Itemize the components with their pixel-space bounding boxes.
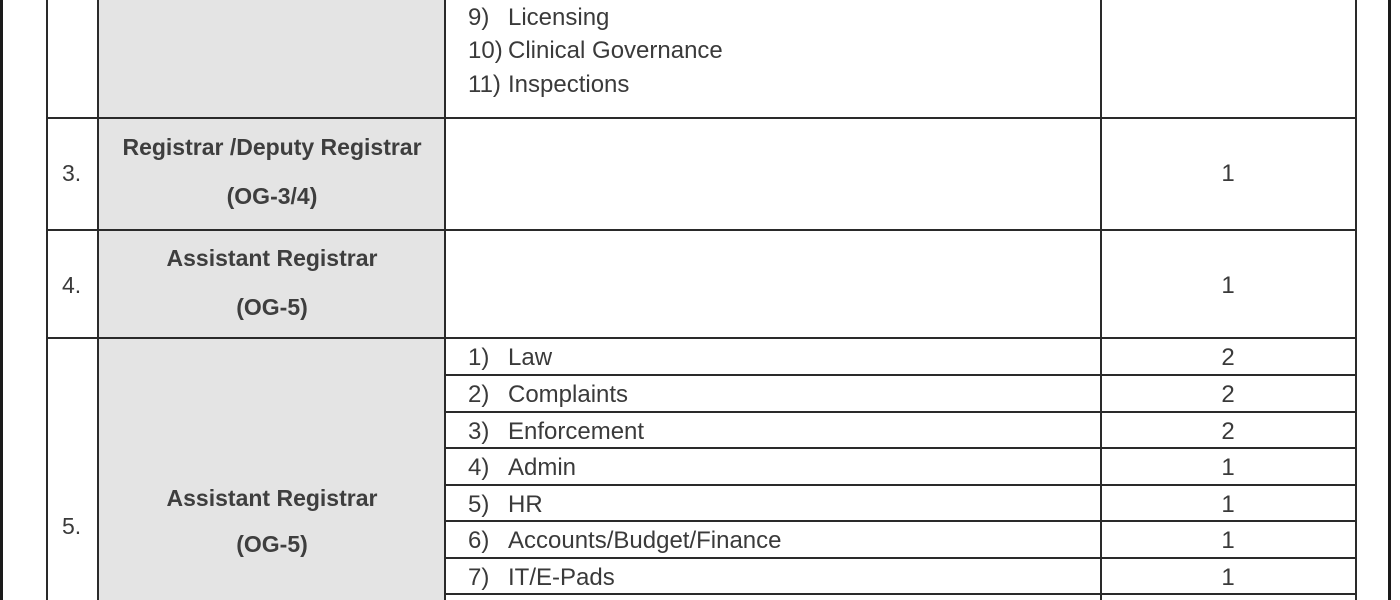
role-title: Registrar /Deputy Registrar xyxy=(122,134,422,160)
subrow-divider xyxy=(444,447,1357,449)
item-label: Licensing xyxy=(508,4,610,31)
item-number: 7) xyxy=(468,564,490,591)
item-number: 11) xyxy=(468,71,501,98)
item-label: Clinical Governance xyxy=(508,37,723,64)
role-cell-row2 xyxy=(99,0,445,117)
post-count: 2 xyxy=(1221,381,1235,408)
item-label: IT/E-Pads xyxy=(508,564,615,591)
role-grade: (OG-5) xyxy=(236,294,308,320)
serial-number: 4. xyxy=(62,272,82,298)
col-divider-items xyxy=(1100,0,1102,600)
subrow-divider xyxy=(444,411,1357,413)
item-number: 10) xyxy=(468,37,503,64)
serial-number: 5. xyxy=(62,513,82,539)
item-label: Inspections xyxy=(508,71,630,98)
item-number: 2) xyxy=(468,381,490,408)
item-number: 6) xyxy=(468,527,490,554)
item-number: 4) xyxy=(468,454,490,481)
role-grade: (OG-5) xyxy=(236,531,308,557)
post-count: 1 xyxy=(1221,564,1235,591)
item-label: Accounts/Budget/Finance xyxy=(508,527,782,554)
page-frame-left xyxy=(0,0,3,600)
item-label: HR xyxy=(508,491,543,518)
post-count: 1 xyxy=(1221,160,1235,187)
subrow-divider xyxy=(444,484,1357,486)
row-divider xyxy=(46,337,1357,339)
post-count: 1 xyxy=(1221,272,1235,299)
item-number: 1) xyxy=(468,344,490,371)
item-number: 5) xyxy=(468,491,490,518)
item-label: Complaints xyxy=(508,381,629,408)
item-number: 9) xyxy=(468,4,490,31)
post-count: 2 xyxy=(1221,344,1235,371)
subrow-divider xyxy=(444,374,1357,376)
subrow-divider xyxy=(444,593,1357,595)
role-title: Assistant Registrar xyxy=(166,245,378,271)
item-label: Law xyxy=(508,344,553,371)
subrow-divider xyxy=(444,520,1357,522)
post-count: 1 xyxy=(1221,491,1235,518)
item-label: Enforcement xyxy=(508,418,645,445)
role-title: Assistant Registrar xyxy=(166,485,378,511)
item-number: 3) xyxy=(468,418,490,445)
page-frame-right xyxy=(1388,0,1391,600)
table-right-border xyxy=(1355,0,1357,600)
post-count: 2 xyxy=(1221,418,1235,445)
item-label: Admin xyxy=(508,454,577,481)
row-divider xyxy=(46,229,1357,231)
table-left-border xyxy=(46,0,48,600)
serial-number: 3. xyxy=(62,160,82,186)
subrow-divider xyxy=(444,557,1357,559)
row-divider xyxy=(46,117,1357,119)
post-count: 1 xyxy=(1221,527,1235,554)
role-grade: (OG-3/4) xyxy=(226,183,318,209)
role-cell-row5 xyxy=(99,339,445,600)
post-count: 1 xyxy=(1221,454,1235,481)
